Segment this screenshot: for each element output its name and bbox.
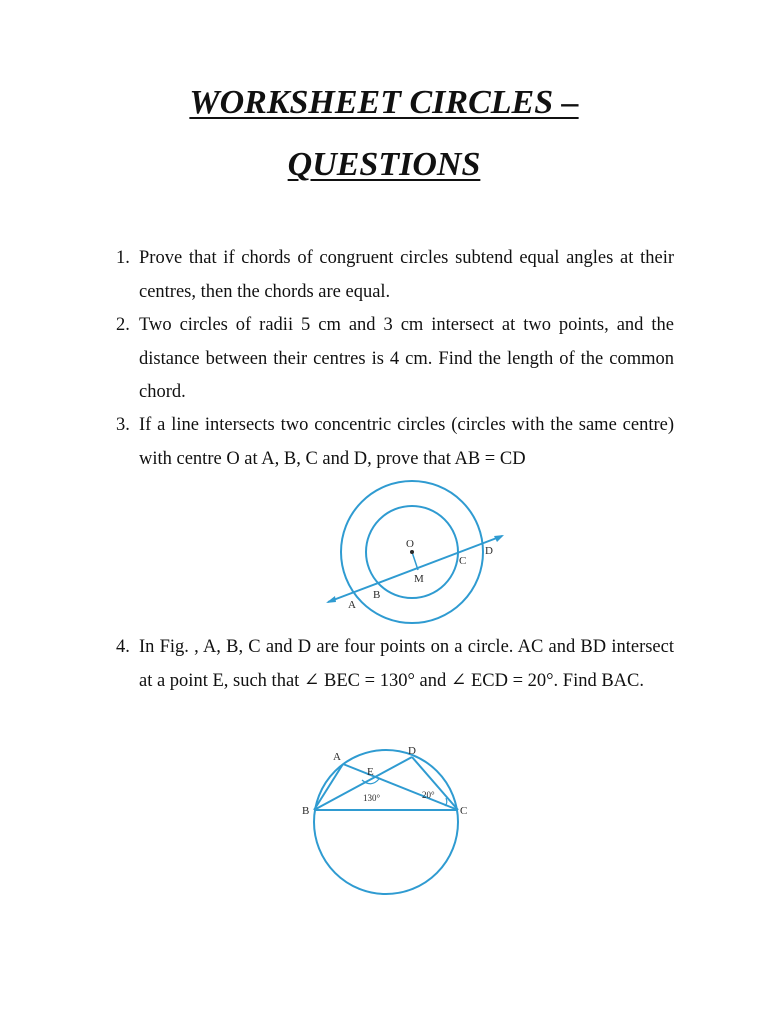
worksheet-title-line-1: WORKSHEET CIRCLES – <box>189 84 579 121</box>
cyclic-quadrilateral-figure <box>300 742 472 898</box>
secant-line <box>328 536 502 602</box>
question-number: 3. <box>116 415 130 435</box>
chord-ac <box>343 764 458 810</box>
label-m: M <box>414 573 424 585</box>
question-text: Prove that if chords of congruent circles subtend equal angles at their centres, then the chords are equal. <box>139 248 674 302</box>
question-text: Two circles of radii 5 cm and 3 cm intersect at two points, and the distance between their centres is 4 cm. Find the length of the common chord. <box>139 315 674 402</box>
label-o: O <box>406 538 414 550</box>
question-4 <box>116 631 674 698</box>
question-2 <box>116 309 674 410</box>
worksheet-title-line-2: QUESTIONS <box>287 146 481 183</box>
question-number: 2. <box>116 315 130 335</box>
angle-arc-ecd <box>445 798 447 806</box>
arrow-head-left <box>326 596 336 603</box>
label-b: B <box>302 805 310 817</box>
question-3 <box>116 409 674 476</box>
label-b: B <box>373 589 381 601</box>
label-d: D <box>485 545 493 557</box>
question-text: In Fig. , A, B, C and D are four points on a circle. AC and BD intersect at a point E, such that ∠ BEC = 130° and ∠ ECD = 20°. Find BAC. <box>139 637 674 691</box>
label-c: C <box>460 805 468 817</box>
question-number: 1. <box>116 248 130 268</box>
question-number: 4. <box>116 637 130 657</box>
label-angle-bec: 130° <box>363 793 381 803</box>
label-e: E <box>367 766 374 778</box>
question-1 <box>116 242 674 309</box>
perpendicular-om <box>412 552 418 570</box>
label-c: C <box>459 555 467 567</box>
question-text: If a line intersects two concentric circles (circles with the same centre) with centre O at A, B, C and D, prove that AB = CD <box>139 415 674 469</box>
centre-point-o <box>410 550 414 554</box>
label-d: D <box>408 745 416 757</box>
label-a: A <box>333 751 341 763</box>
concentric-circles-figure <box>322 480 512 628</box>
arrow-head-right <box>494 535 504 542</box>
label-a: A <box>348 599 356 611</box>
label-angle-ecd: 20° <box>422 790 435 800</box>
side-dc <box>412 757 458 810</box>
